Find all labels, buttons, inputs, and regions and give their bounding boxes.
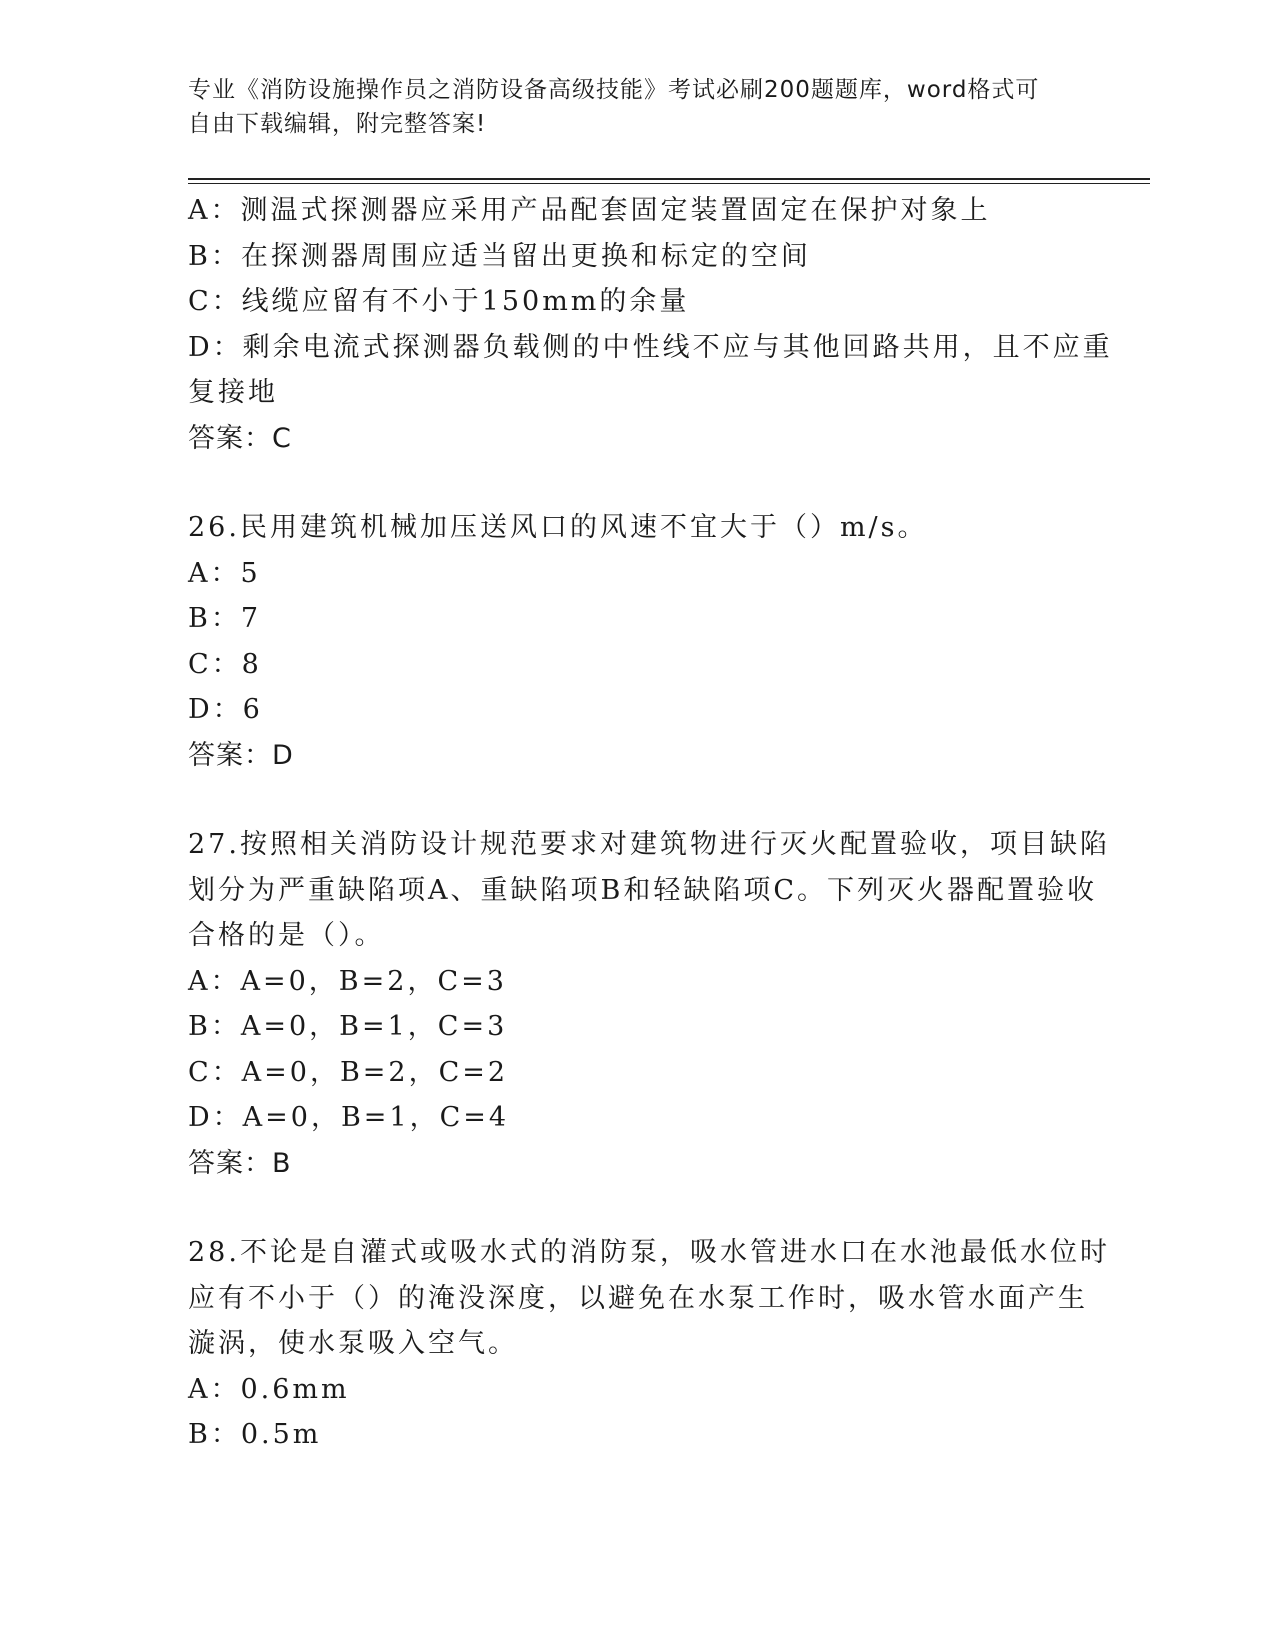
question-text-line-1: 27.按照相关消防设计规范要求对建筑物进行灭火配置验收，项目缺陷	[188, 829, 1110, 860]
question-text-line-2: 划分为严重缺陷项A、重缺陷项B和轻缺陷项C。下列灭火器配置验收	[188, 874, 1097, 906]
option-a: A：A=0，B=2，C=3	[188, 965, 507, 997]
option-b: B：0.5m	[188, 1419, 322, 1450]
question-text-line-3: 合格的是（）。	[188, 920, 385, 951]
option-b: B：7	[188, 603, 262, 634]
option-b: B：在探测器周围应适当留出更换和标定的空间	[188, 240, 811, 272]
option-d: D：A=0，B=1，C=4	[188, 1102, 510, 1133]
question-text-line-2: 应有不小于（）的淹没深度，以避免在水泵工作时，吸水管水面产生	[188, 1282, 1088, 1314]
option-b: B：A=0，B=1，C=3	[188, 1011, 508, 1042]
header-divider-thick	[188, 178, 1150, 180]
question-text-line-1: 28.不论是自灌式或吸水式的消防泵，吸水管进水口在水池最低水位时	[188, 1237, 1110, 1268]
option-a: A：测温式探测器应采用产品配套固定装置固定在保护对象上	[188, 195, 991, 226]
spacer	[188, 461, 1078, 505]
question-26	[188, 505, 1078, 778]
option-c: C：8	[188, 648, 262, 680]
answer-label: 答案：C	[188, 422, 292, 454]
question-content	[188, 188, 1113, 1458]
header-divider-thin	[188, 183, 1150, 184]
option-d: D：6	[188, 694, 263, 725]
option-a: A：0.6mm	[188, 1373, 350, 1405]
answer-label: 答案：B	[188, 1147, 292, 1179]
option-c: C：线缆应留有不小于150mm的余量	[188, 286, 690, 317]
option-d: D：剩余电流式探测器负载侧的中性线不应与其他回路共用，且不应重	[188, 331, 1113, 363]
option-d-continued: 复接地	[188, 377, 278, 408]
header-line-2: 自由下载编辑，附完整答案!	[188, 111, 487, 137]
question-text: 26.民用建筑机械加压送风口的风速不宜大于（）m/s。	[188, 512, 928, 543]
spacer	[188, 778, 1078, 822]
spacer	[188, 1186, 1078, 1230]
question-text-line-3: 漩涡，使水泵吸入空气。	[188, 1328, 518, 1359]
document-header	[188, 73, 1068, 141]
header-line-1: 专业《消防设施操作员之消防设备高级技能》考试必刷200题题库，word格式可	[188, 77, 1040, 103]
answer-label: 答案：D	[188, 739, 294, 771]
question-28	[188, 1230, 1110, 1458]
option-a: A：5	[188, 557, 261, 589]
option-c: C：A=0，B=2，C=2	[188, 1056, 509, 1088]
question-27	[188, 822, 1110, 1186]
question-25	[188, 188, 1113, 461]
